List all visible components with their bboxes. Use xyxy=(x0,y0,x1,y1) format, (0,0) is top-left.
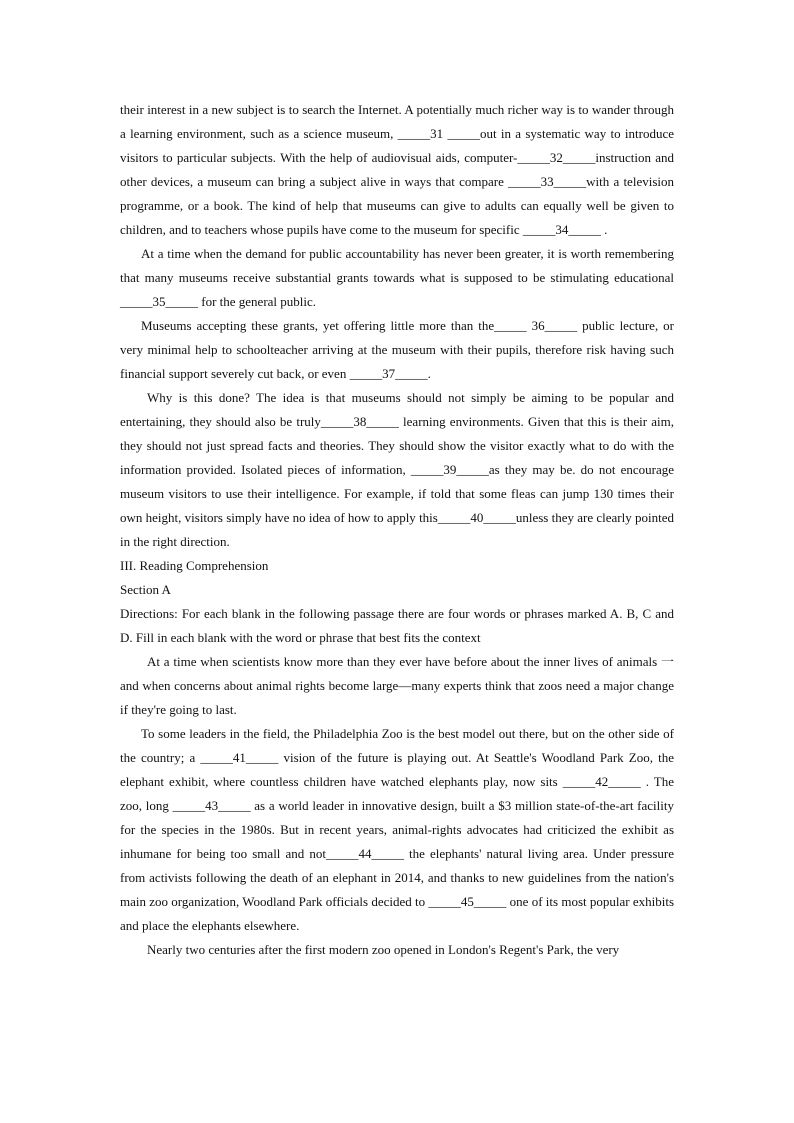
section-heading: III. Reading Comprehension xyxy=(120,558,269,573)
passage-paragraph-4: Why is this done? The idea is that museums should not simply be aiming to be popular and entertaining, they should also be truly_____38_____ learning environments. Given that this is their aim, they should not just spread facts and theories. They should show the visitor exactly what to do with the information provided. Isolated pieces of information, _____39_____as they may be. do not encourage museum visitors to use their intelligence. For example, if told that some fleas can jump 130 times their own height, visitors simply have no idea of how to apply this_____40_____unless they are clearly pointed in the right direction. xyxy=(120,390,674,549)
reading-paragraph-1: At a time when scientists know more than they ever have before about the inner lives of animals 一 and when concerns about animal rights become large—many experts think that zoos need a major change if they're going to last. xyxy=(120,654,674,717)
passage-paragraph-2: At a time when the demand for public accountability has never been greater, it is worth remembering that many museums receive substantial grants towards what is supposed to be stimulating educational _____35_____ for the general public. xyxy=(120,246,674,309)
section-subheading: Section A xyxy=(120,582,171,597)
document-page xyxy=(120,98,674,962)
reading-paragraph-2: To some leaders in the field, the Philadelphia Zoo is the best model out there, but on the other side of the country; a _____41_____ vision of the future is playing out. At Seattle's Woodland Park Zoo, the elephant exhibit, where countless children have watched elephants play, now sits _____42_____ . The zoo, long _____43_____ as a world leader in innovative design, built a $3 million state-of-the-art facility for the species in the 1980s. But in recent years, animal-rights advocates had criticized the exhibit as inhumane for being too small and not_____44_____ the elephants' natural living area. Under pressure from activists following the death of an elephant in 2014, and thanks to new guidelines from the nation's main zoo organization, Woodland Park officials decided to _____45_____ one of its most popular exhibits and place the elephants elsewhere. xyxy=(120,726,674,933)
reading-paragraph-3: Nearly two centuries after the first modern zoo opened in London's Regent's Park, the very xyxy=(147,942,620,957)
passage-paragraph-3: Museums accepting these grants, yet offering little more than the_____ 36_____ public lecture, or very minimal help to schoolteacher arriving at the museum with their pupils, therefore risk having such financial support severely cut back, or even _____37_____. xyxy=(120,318,674,381)
passage-paragraph-1: their interest in a new subject is to search the Internet. A potentially much richer way is to wander through a learning environment, such as a science museum, _____31 _____out in a systematic way to introduce visitors to particular subjects. With the help of audiovisual aids, computer-_____32_____instruction and other devices, a museum can bring a subject alive in ways that compare _____33_____with a television programme, or a book. The kind of help that museums can give to adults can equally well be given to children, and to teachers whose pupils have come to the museum for specific _____34_____ . xyxy=(120,102,674,237)
directions-text: Directions: For each blank in the following passage there are four words or phrases marked A. B, C and D. Fill in each blank with the word or phrase that best fits the context xyxy=(120,606,674,645)
